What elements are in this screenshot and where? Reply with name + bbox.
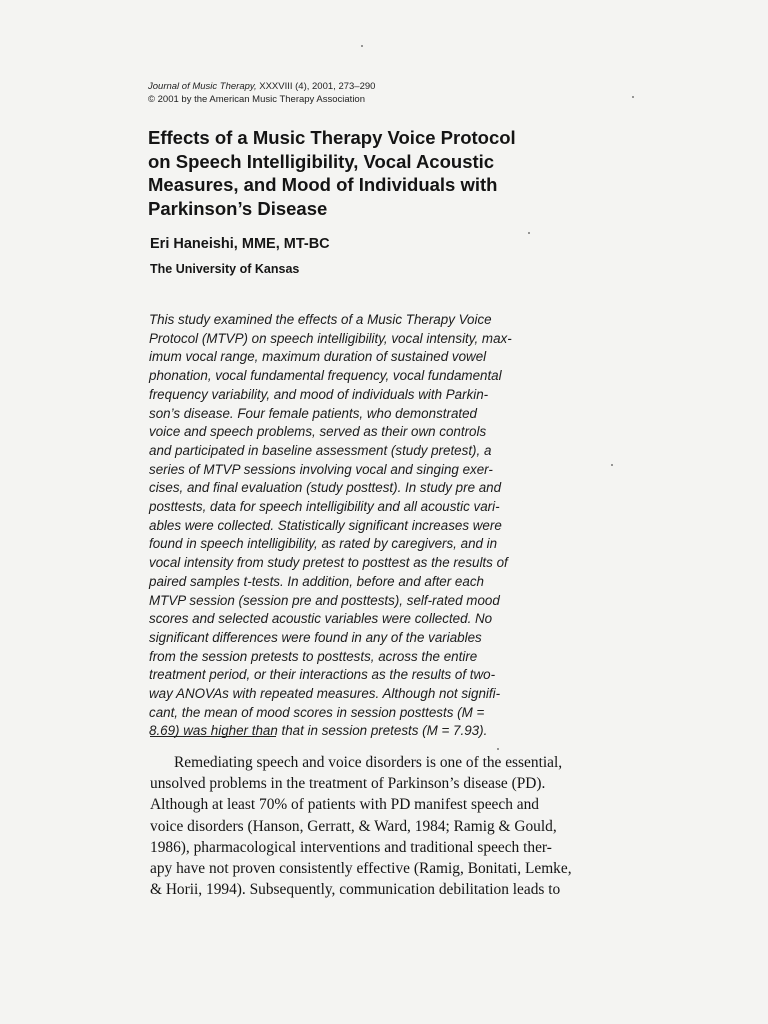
title-line: Effects of a Music Therapy Voice Protocol <box>148 127 516 148</box>
scan-speck <box>497 748 499 750</box>
scan-speck <box>361 45 363 47</box>
journal-header <box>148 80 628 106</box>
abstract-line: significant differences were found in any of the variables <box>149 629 482 645</box>
section-divider <box>150 736 276 737</box>
abstract-line: Protocol (MTVP) on speech intelligibility, vocal intensity, max- <box>149 330 512 346</box>
scan-speck <box>632 96 634 98</box>
abstract-line: MTVP session (session pre and posttests), self-rated mood <box>149 592 500 608</box>
abstract-line: cises, and final evaluation (study posttest). In study pre and <box>149 480 502 496</box>
abstract-line: frequency variability, and mood of individuals with Parkin- <box>149 386 489 402</box>
scan-speck <box>611 464 613 466</box>
body-line: voice disorders (Hanson, Gerratt, & Ward, 1984; Ramig & Gould, <box>150 817 557 835</box>
abstract-line: This study examined the effects of a Music Therapy Voice <box>149 312 492 327</box>
journal-citation <box>148 80 628 93</box>
abstract-line: imum vocal range, maximum duration of sustained vowel <box>149 349 487 365</box>
journal-volume-pages: XXXVIII (4), 2001, 273–290 <box>256 81 376 92</box>
scan-speck <box>528 232 530 234</box>
abstract-line: and participated in baseline assessment (study pretest), a <box>149 442 492 458</box>
body-line: apy have not proven consistently effective (Ramig, Bonitati, Lemke, <box>150 860 572 878</box>
author-affiliation: The University of Kansas <box>150 262 300 276</box>
abstract-line: paired samples t-tests. In addition, before and after each <box>149 573 484 589</box>
article-title <box>148 126 618 220</box>
journal-name: Journal of Music Therapy, <box>148 81 257 92</box>
body-line: & Horii, 1994). Subsequently, communication debilitation leads to <box>150 881 561 899</box>
abstract-line: 8.69) was higher than that in session pretests (M = 7.93). <box>149 723 488 739</box>
abstract-line: found in speech intelligibility, as rated by caregivers, and in <box>149 536 498 552</box>
abstract-line: from the session pretests to posttests, across the entire <box>149 648 478 664</box>
body-line: 1986), pharmacological interventions and traditional speech ther- <box>150 838 552 856</box>
abstract-line: treatment period, or their interactions as the results of two- <box>149 667 496 683</box>
title-line: on Speech Intelligibility, Vocal Acoustic <box>148 150 495 172</box>
title-line: Measures, and Mood of Individuals with <box>148 174 498 195</box>
abstract-line: way ANOVAs with repeated measures. Although not signifi- <box>149 686 501 702</box>
author-name: Eri Haneishi, MME, MT-BC <box>150 236 330 252</box>
body-paragraph <box>150 752 640 900</box>
abstract-line: posttests, data for speech intelligibility and all acoustic vari- <box>149 499 500 515</box>
abstract-line: vocal intensity from study pretest to posttest as the results of <box>149 555 508 571</box>
abstract-line: cant, the mean of mood scores in session posttests (M = <box>149 704 485 720</box>
abstract-line: voice and speech problems, served as their own controls <box>149 424 487 440</box>
body-line: Remediating speech and voice disorders is one of the essential, <box>174 754 563 771</box>
abstract-line: series of MTVP sessions involving vocal and singing exer- <box>149 461 493 477</box>
body-line: Although at least 70% of patients with PD manifest speech and <box>150 796 539 814</box>
abstract-line: ables were collected. Statistically significant increases were <box>149 517 502 533</box>
abstract <box>149 311 619 741</box>
body-line: unsolved problems in the treatment of Parkinson’s disease (PD). <box>150 775 546 793</box>
abstract-line: phonation, vocal fundamental frequency, vocal fundamental <box>149 368 502 384</box>
abstract-line: scores and selected acoustic variables were collected. No <box>149 611 493 627</box>
title-line: Parkinson’s Disease <box>148 197 328 219</box>
abstract-line: son’s disease. Four female patients, who demonstrated <box>149 405 478 421</box>
copyright-line: © 2001 by the American Music Therapy Association <box>148 94 365 105</box>
